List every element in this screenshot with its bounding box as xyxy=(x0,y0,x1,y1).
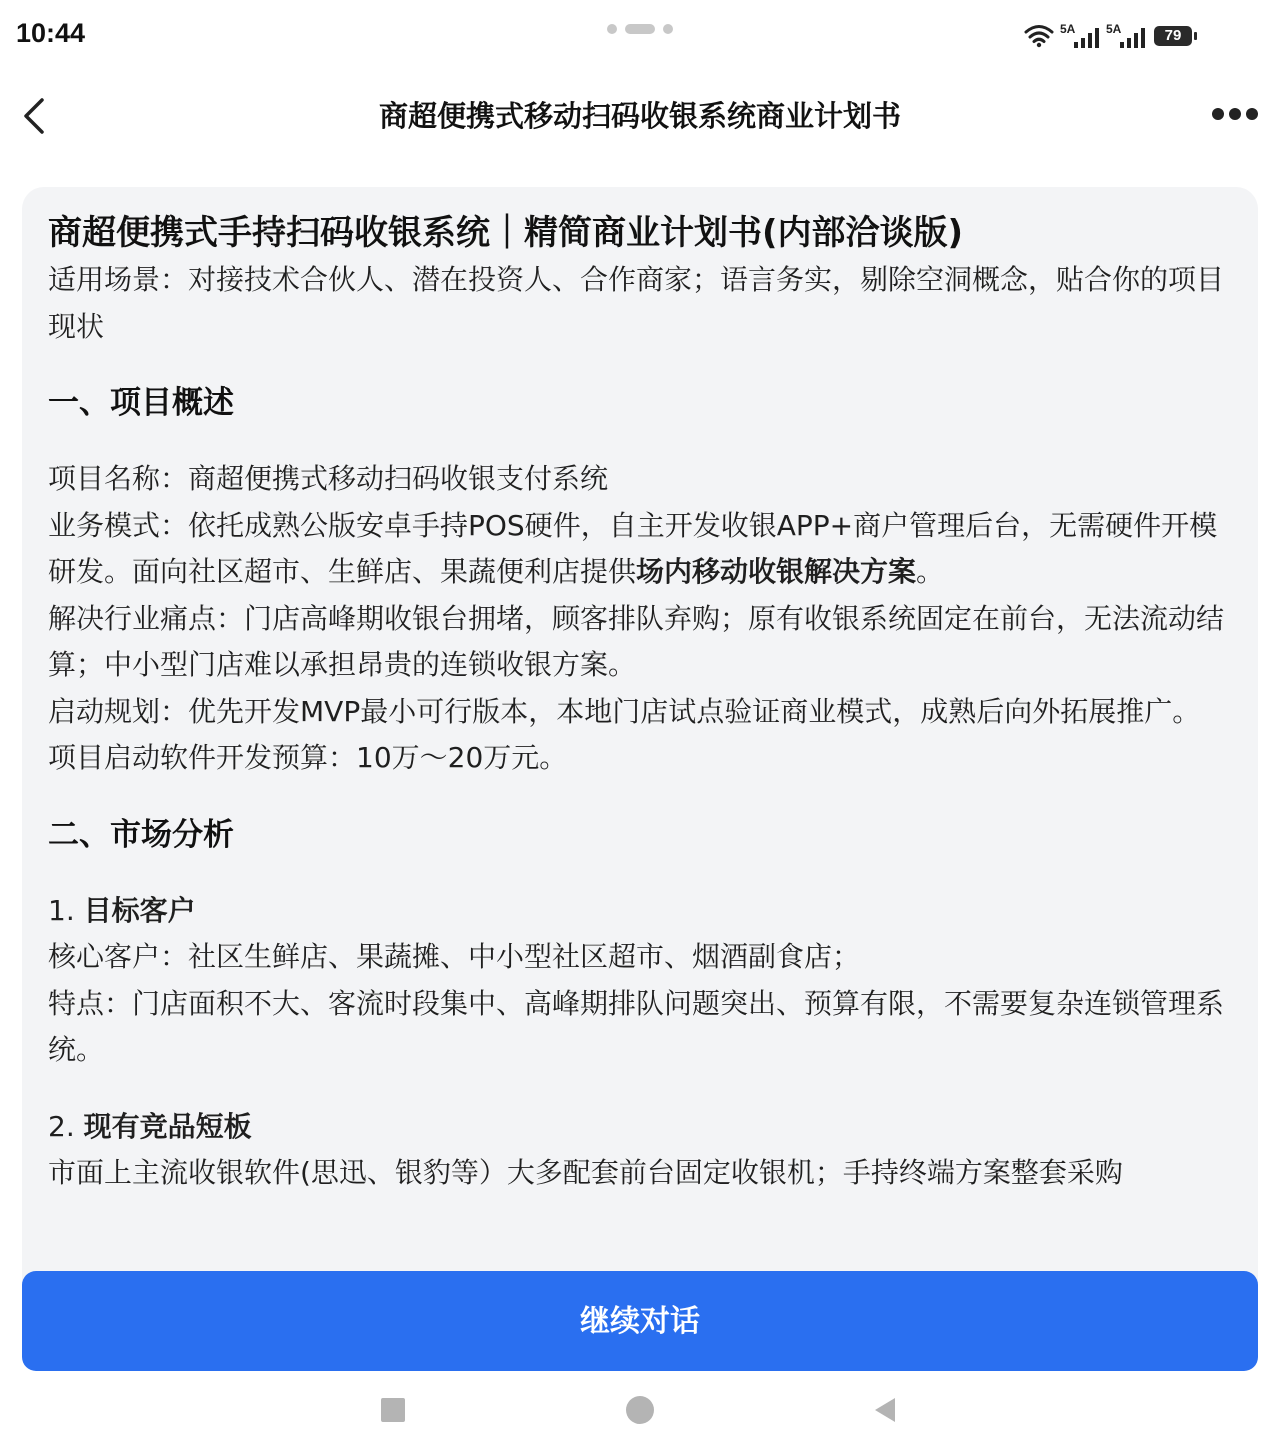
cellular-signal-2-icon xyxy=(1106,22,1148,50)
battery-level: 79 xyxy=(1164,27,1182,44)
battery-cap xyxy=(1194,32,1197,40)
project-name-text: 项目名称：商超便携式移动扫码收银支付系统 xyxy=(48,462,609,495)
subsection-title: 目标客户 xyxy=(83,893,196,927)
network-type-label-1: 5A xyxy=(1060,22,1076,36)
nav-back-icon[interactable] xyxy=(874,1397,896,1423)
subsection-target-customers xyxy=(48,888,1228,935)
pain-points-text: 解决行业痛点：门店高峰期收银台拥堵，顾客排队弃购；原有收银系统固定在前台，无法流动结算；中小型门店难以承担昂贵的连锁收银方案。 xyxy=(48,601,1225,681)
business-model-highlight: 场内移动收银解决方案 xyxy=(636,555,917,588)
business-model-text xyxy=(48,503,1228,596)
camera-notch-indicator xyxy=(607,24,677,34)
document-content xyxy=(48,209,1228,1197)
more-options-icon[interactable] xyxy=(1212,108,1258,122)
recent-apps-icon[interactable] xyxy=(381,1398,405,1422)
status-icons xyxy=(1024,22,1204,52)
launch-plan-text: 启动规划：优先开发MVP最小可行版本，本地门店试点验证商业模式，成熟后向外拓展推广。 xyxy=(48,694,1201,728)
status-time: 10:44 xyxy=(16,18,86,48)
app-header xyxy=(0,80,1280,152)
section-heading-market: 二、市场分析 xyxy=(48,816,234,853)
business-model-suffix: 。 xyxy=(916,555,945,588)
subsection-number: 2. xyxy=(48,1109,84,1143)
cellular-signal-1-icon xyxy=(1060,22,1102,50)
document-intro: 适用场景：对接技术合伙人、潜在投资人、合作商家；语言务实，剔除空洞概念，贴合你的项目现状 xyxy=(48,263,1225,343)
document-title: 商超便携式手持扫码收银系统｜精简商业计划书(内部洽谈版) xyxy=(48,213,964,253)
budget-text: 项目启动软件开发预算：10万～20万元。 xyxy=(48,741,568,774)
battery-icon xyxy=(1154,26,1192,46)
home-icon[interactable] xyxy=(626,1396,654,1424)
page-title: 商超便携式移动扫码收银系统商业计划书 xyxy=(378,99,901,133)
status-bar xyxy=(0,0,1280,72)
document-card xyxy=(22,187,1258,1287)
wifi-icon xyxy=(1024,24,1054,48)
subsection-title: 现有竞品短板 xyxy=(83,1109,252,1143)
business-model-prefix: 业务模式：依托成熟公版安卓手持POS硬件，自主开发收银APP+商户管理后台，无需硬件开模研发。面向社区超市、生鲜店、果蔬便利店提供 xyxy=(48,508,1218,588)
back-arrow-icon[interactable] xyxy=(20,96,50,136)
section-heading-overview: 一、项目概述 xyxy=(48,385,234,421)
continue-conversation-button[interactable]: 继续对话 xyxy=(22,1271,1258,1371)
subsection-competitor-gaps xyxy=(48,1104,1228,1151)
network-type-label-2: 5A xyxy=(1106,22,1122,36)
competitors-text: 市面上主流收银软件(思迅、银豹等）大多配套前台固定收银机；手持终端方案整套采购 xyxy=(48,1156,1123,1189)
subsection-number: 1. xyxy=(48,893,84,927)
customer-features-text: 特点：门店面积不大、客流时段集中、高峰期排队问题突出、预算有限，不需要复杂连锁管理系统。 xyxy=(48,986,1225,1066)
core-customers-text: 核心客户：社区生鲜店、果蔬摊、中小型社区超市、烟酒副食店； xyxy=(48,940,861,973)
